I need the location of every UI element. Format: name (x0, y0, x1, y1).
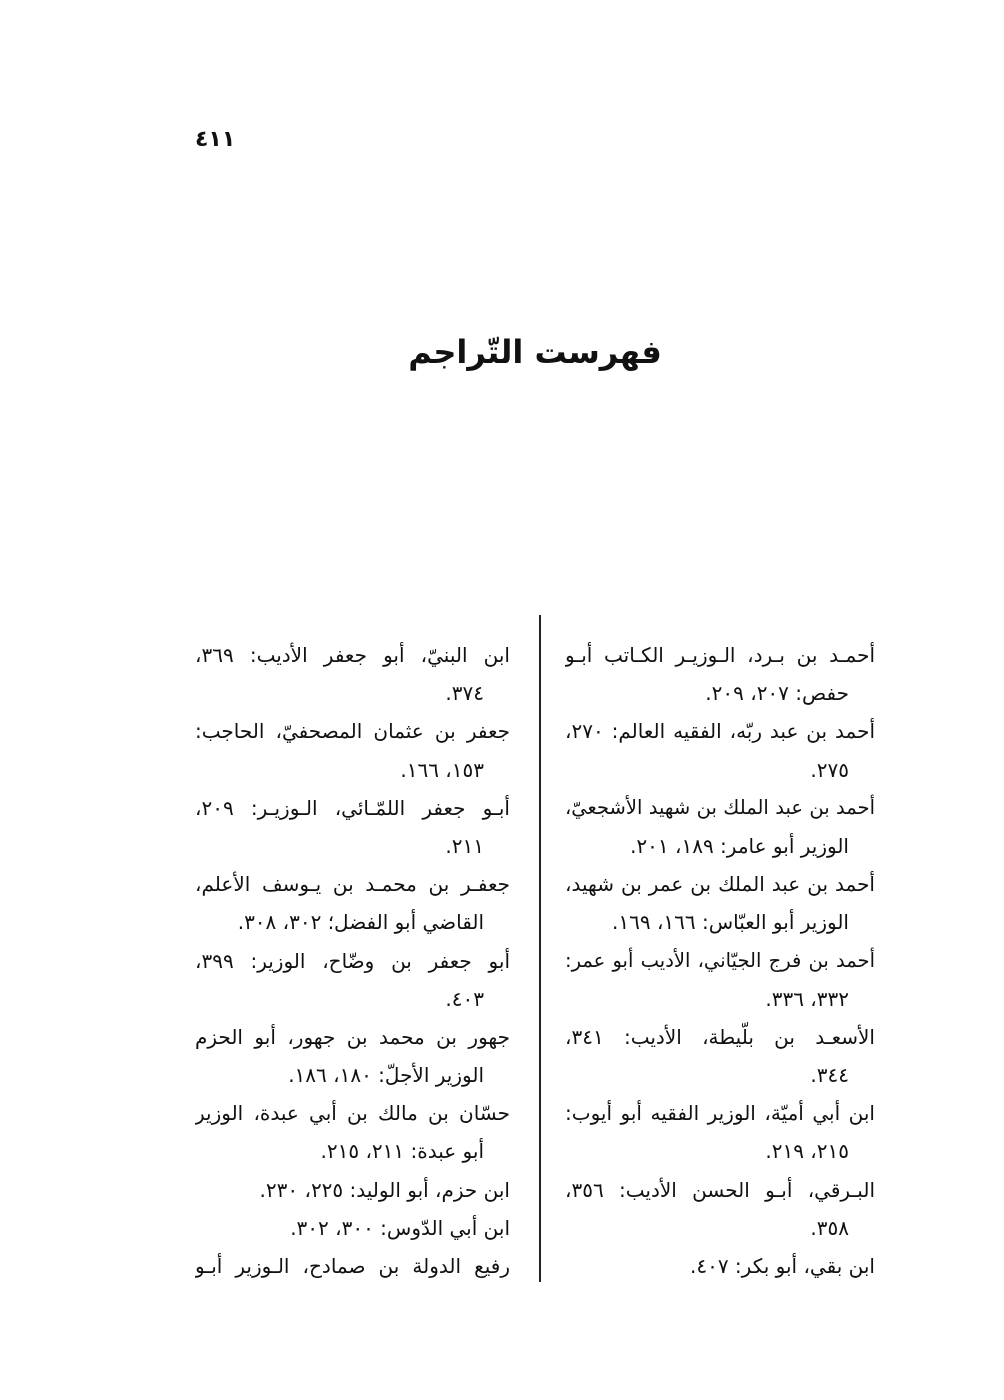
index-entry-line: جهور بن محمد بن جهور، أبو الحزم (195, 1024, 510, 1049)
index-entry-continuation: ٣٧٤. (445, 681, 484, 706)
page-number: ٤١١ (195, 127, 236, 152)
index-entry-line: أحمد بن عبد الملك بن عمر بن شهيد، (565, 872, 875, 897)
index-entry-continuation: الوزير أبو العبّاس: ١٦٦، ١٦٩. (612, 910, 849, 935)
index-entry-line: ابن حزم، أبو الوليد: ٢٢٥، ٢٣٠. (259, 1177, 510, 1202)
index-entry-continuation: ٣٤٤. (810, 1063, 849, 1088)
index-entry-continuation: ٣٥٨. (810, 1215, 849, 1240)
index-entry-line: رفيع الدولة بن صمادح، الـوزير أبـو (195, 1254, 510, 1278)
right-column (565, 636, 875, 1285)
index-entry-line: أحمد بن عبد الملك بن شهيد الأشجعيّ، (565, 795, 875, 819)
index-entry-line: جعفـر بن محمـد بن يـوسف الأعلم، (195, 872, 510, 897)
index-entry-continuation: حفص: ٢٠٧، ٢٠٩. (705, 681, 849, 706)
index-entry-continuation: الوزير أبو عامر: ١٨٩، ٢٠١. (630, 833, 849, 858)
index-entry-line: أبو جعفر بن وضّاح، الوزير: ٣٩٩، (195, 948, 510, 973)
index-entry-continuation: ٣٣٢، ٣٣٦. (765, 986, 849, 1011)
index-entry-line: ابن أبي الدّوس: ٣٠٠، ٣٠٢. (290, 1215, 510, 1240)
index-entry-continuation: ٤٠٣. (445, 986, 484, 1011)
index-entry-line: أحمد بن عبد ربّه، الفقيه العالم: ٢٧٠، (565, 719, 875, 744)
index-entry-continuation: ٢١١. (445, 833, 484, 858)
index-entry-line: ابن أبي أميّة، الوزير الفقيه أبو أيوب: (565, 1101, 875, 1126)
index-entry-line: ابن بقي، أبو بكر: ٤٠٧. (689, 1254, 875, 1278)
index-entry-continuation: القاضي أبو الفضل؛ ٣٠٢، ٣٠٨. (237, 910, 484, 935)
index-entry-line: ابن البنيّ، أبو جعفر الأديب: ٣٦٩، (195, 643, 510, 667)
index-entry-line: جعفر بن عثمان المصحفيّ، الحاجب: (195, 719, 510, 744)
page-title: فهرست التّراجم (408, 333, 662, 371)
index-entry-line: الأسعـد بن بلّيطة، الأديب: ٣٤١، (565, 1024, 875, 1049)
index-entry-continuation: الوزير الأجلّ: ١٨٠، ١٨٦. (288, 1063, 484, 1088)
index-entry-continuation: ٢١٥، ٢١٩. (765, 1139, 849, 1164)
column-divider (539, 615, 541, 1282)
index-entry-continuation: ٢٧٥. (810, 757, 849, 782)
left-column (195, 636, 510, 1285)
index-entry-line: أحمد بن فرج الجيّاني، الأديب أبو عمر: (565, 948, 875, 972)
index-entry-continuation: أبو عبدة: ٢١١، ٢١٥. (320, 1139, 484, 1164)
index-entry-line: البـرقي، أبـو الحسن الأديب: ٣٥٦، (565, 1177, 875, 1202)
index-entry-line: أبـو جعفر اللمّـائي، الـوزيـر: ٢٠٩، (195, 795, 510, 820)
index-entry-continuation: ١٥٣، ١٦٦. (400, 757, 484, 782)
index-entry-line: حسّان بن مالك بن أبي عبدة، الوزير (195, 1101, 510, 1126)
index-entry-line: أحمـد بن بـرد، الـوزيـر الكـاتب أبـو (565, 643, 875, 667)
